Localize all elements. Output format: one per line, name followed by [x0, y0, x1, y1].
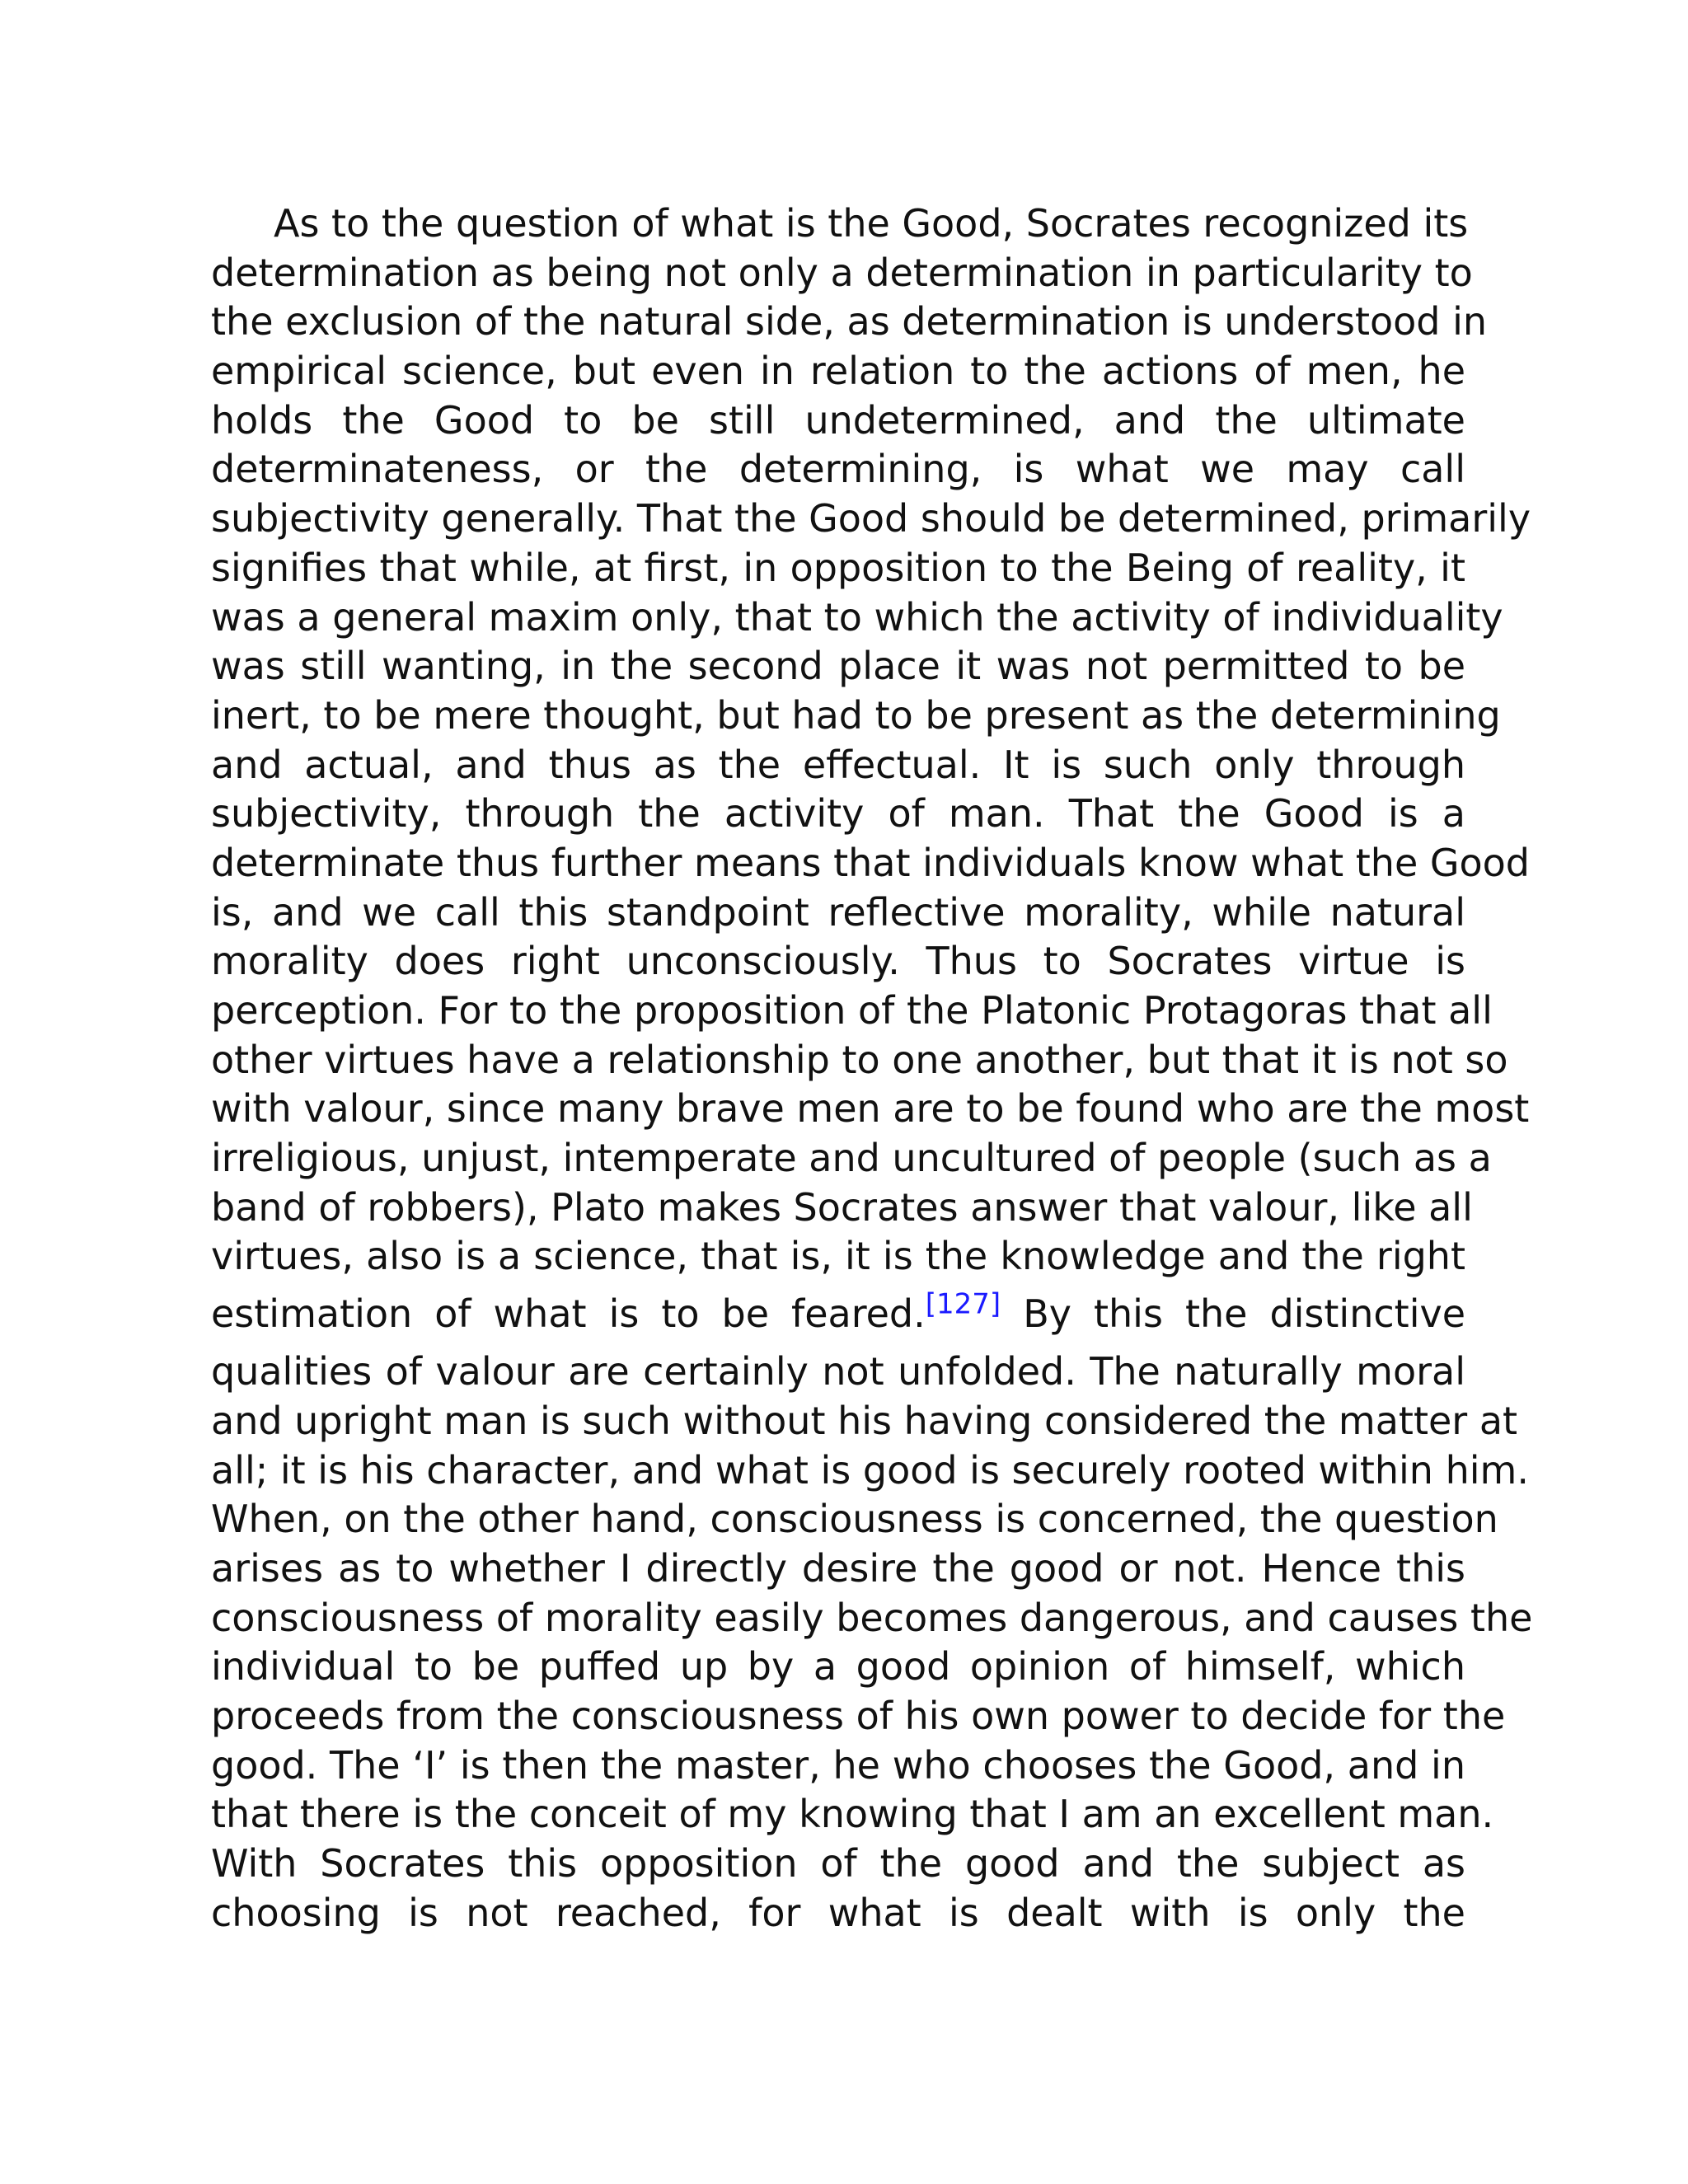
- text-line: qualities of valour are certainly not unfolded. The naturally moral: [211, 1349, 1465, 1394]
- text-line: inert, to be mere thought, but had to be present as the determining: [211, 692, 1501, 738]
- text-line: and actual, and thus as the effectual. It is such only through: [211, 742, 1465, 787]
- text-line: morality does right unconsciously. Thus to Socrates virtue is: [211, 939, 1465, 984]
- text-line: determinate thus further means that individuals know what the Good: [211, 840, 1531, 885]
- text-line: holds the Good to be still undetermined, and the ultimate: [211, 397, 1465, 443]
- text-line: good. The ‘I’ is then the master, he who chooses the Good, and in: [211, 1742, 1465, 1788]
- text-line: perception. For to the proposition of the Platonic Protagoras that all: [211, 988, 1493, 1033]
- text-line: was still wanting, in the second place it was not permitted to be: [211, 644, 1465, 689]
- text-line: band of robbers), Plato makes Socrates answer that valour, like all: [211, 1184, 1473, 1230]
- note-line-after: By this the distinctive: [1001, 1291, 1465, 1337]
- text-line: is, and we call this standpoint reflective morality, while natural: [211, 889, 1465, 935]
- text-line: subjectivity generally. That the Good should be determined, primarily: [211, 496, 1531, 541]
- text-line: that there is the conceit of my knowing that I am an excellent man.: [211, 1792, 1494, 1837]
- text-line: subjectivity, through the activity of man. That the Good is a: [211, 791, 1465, 837]
- text-line: irreligious, unjust, intemperate and uncultured of people (such as a: [211, 1136, 1492, 1181]
- note-line-before: estimation of what is to be feared.: [211, 1291, 926, 1337]
- text-line: individual to be puffed up by a good opinion of himself, which: [211, 1644, 1465, 1690]
- text-line-with-footnote: [211, 1282, 1465, 1347]
- text-line: other virtues have a relationship to one another, but that it is not so: [211, 1037, 1508, 1082]
- footnote-link[interactable]: [127]: [925, 1287, 1001, 1321]
- text-line: the exclusion of the natural side, as determination is understood in: [211, 299, 1488, 344]
- text-line: was a general maxim only, that to which the activity of individuality: [211, 594, 1503, 640]
- text-line: consciousness of morality easily becomes dangerous, and causes the: [211, 1595, 1533, 1640]
- text-line: When, on the other hand, consciousness is concerned, the question: [211, 1497, 1498, 1542]
- text-line: determinateness, or the determining, is what we may call: [211, 447, 1465, 492]
- text-line: empirical science, but even in relation to the actions of men, he: [211, 349, 1465, 394]
- text-line: determination as being not only a determination in particularity to: [211, 250, 1473, 295]
- text-line: and upright man is such without his having considered the matter at: [211, 1398, 1518, 1443]
- text-line: virtues, also is a science, that is, it is the knowledge and the right: [211, 1234, 1465, 1279]
- text-line: arises as to whether I directly desire the good or not. Hence this: [211, 1545, 1465, 1591]
- text-line: signifies that while, at first, in opposition to the Being of reality, it: [211, 545, 1465, 590]
- text-line: With Socrates this opposition of the good and the subject as: [211, 1841, 1465, 1886]
- text-line: choosing is not reached, for what is dealt with is only the: [211, 1890, 1465, 1935]
- text-line: As to the question of what is the Good, Socrates recognized its: [274, 201, 1469, 246]
- text-line: all; it is his character, and what is good is securely rooted within him.: [211, 1447, 1529, 1493]
- text-line: with valour, since many brave men are to be found who are the most: [211, 1086, 1530, 1132]
- text-line: proceeds from the consciousness of his own power to decide for the: [211, 1693, 1506, 1738]
- body-paragraph: [211, 199, 1533, 1938]
